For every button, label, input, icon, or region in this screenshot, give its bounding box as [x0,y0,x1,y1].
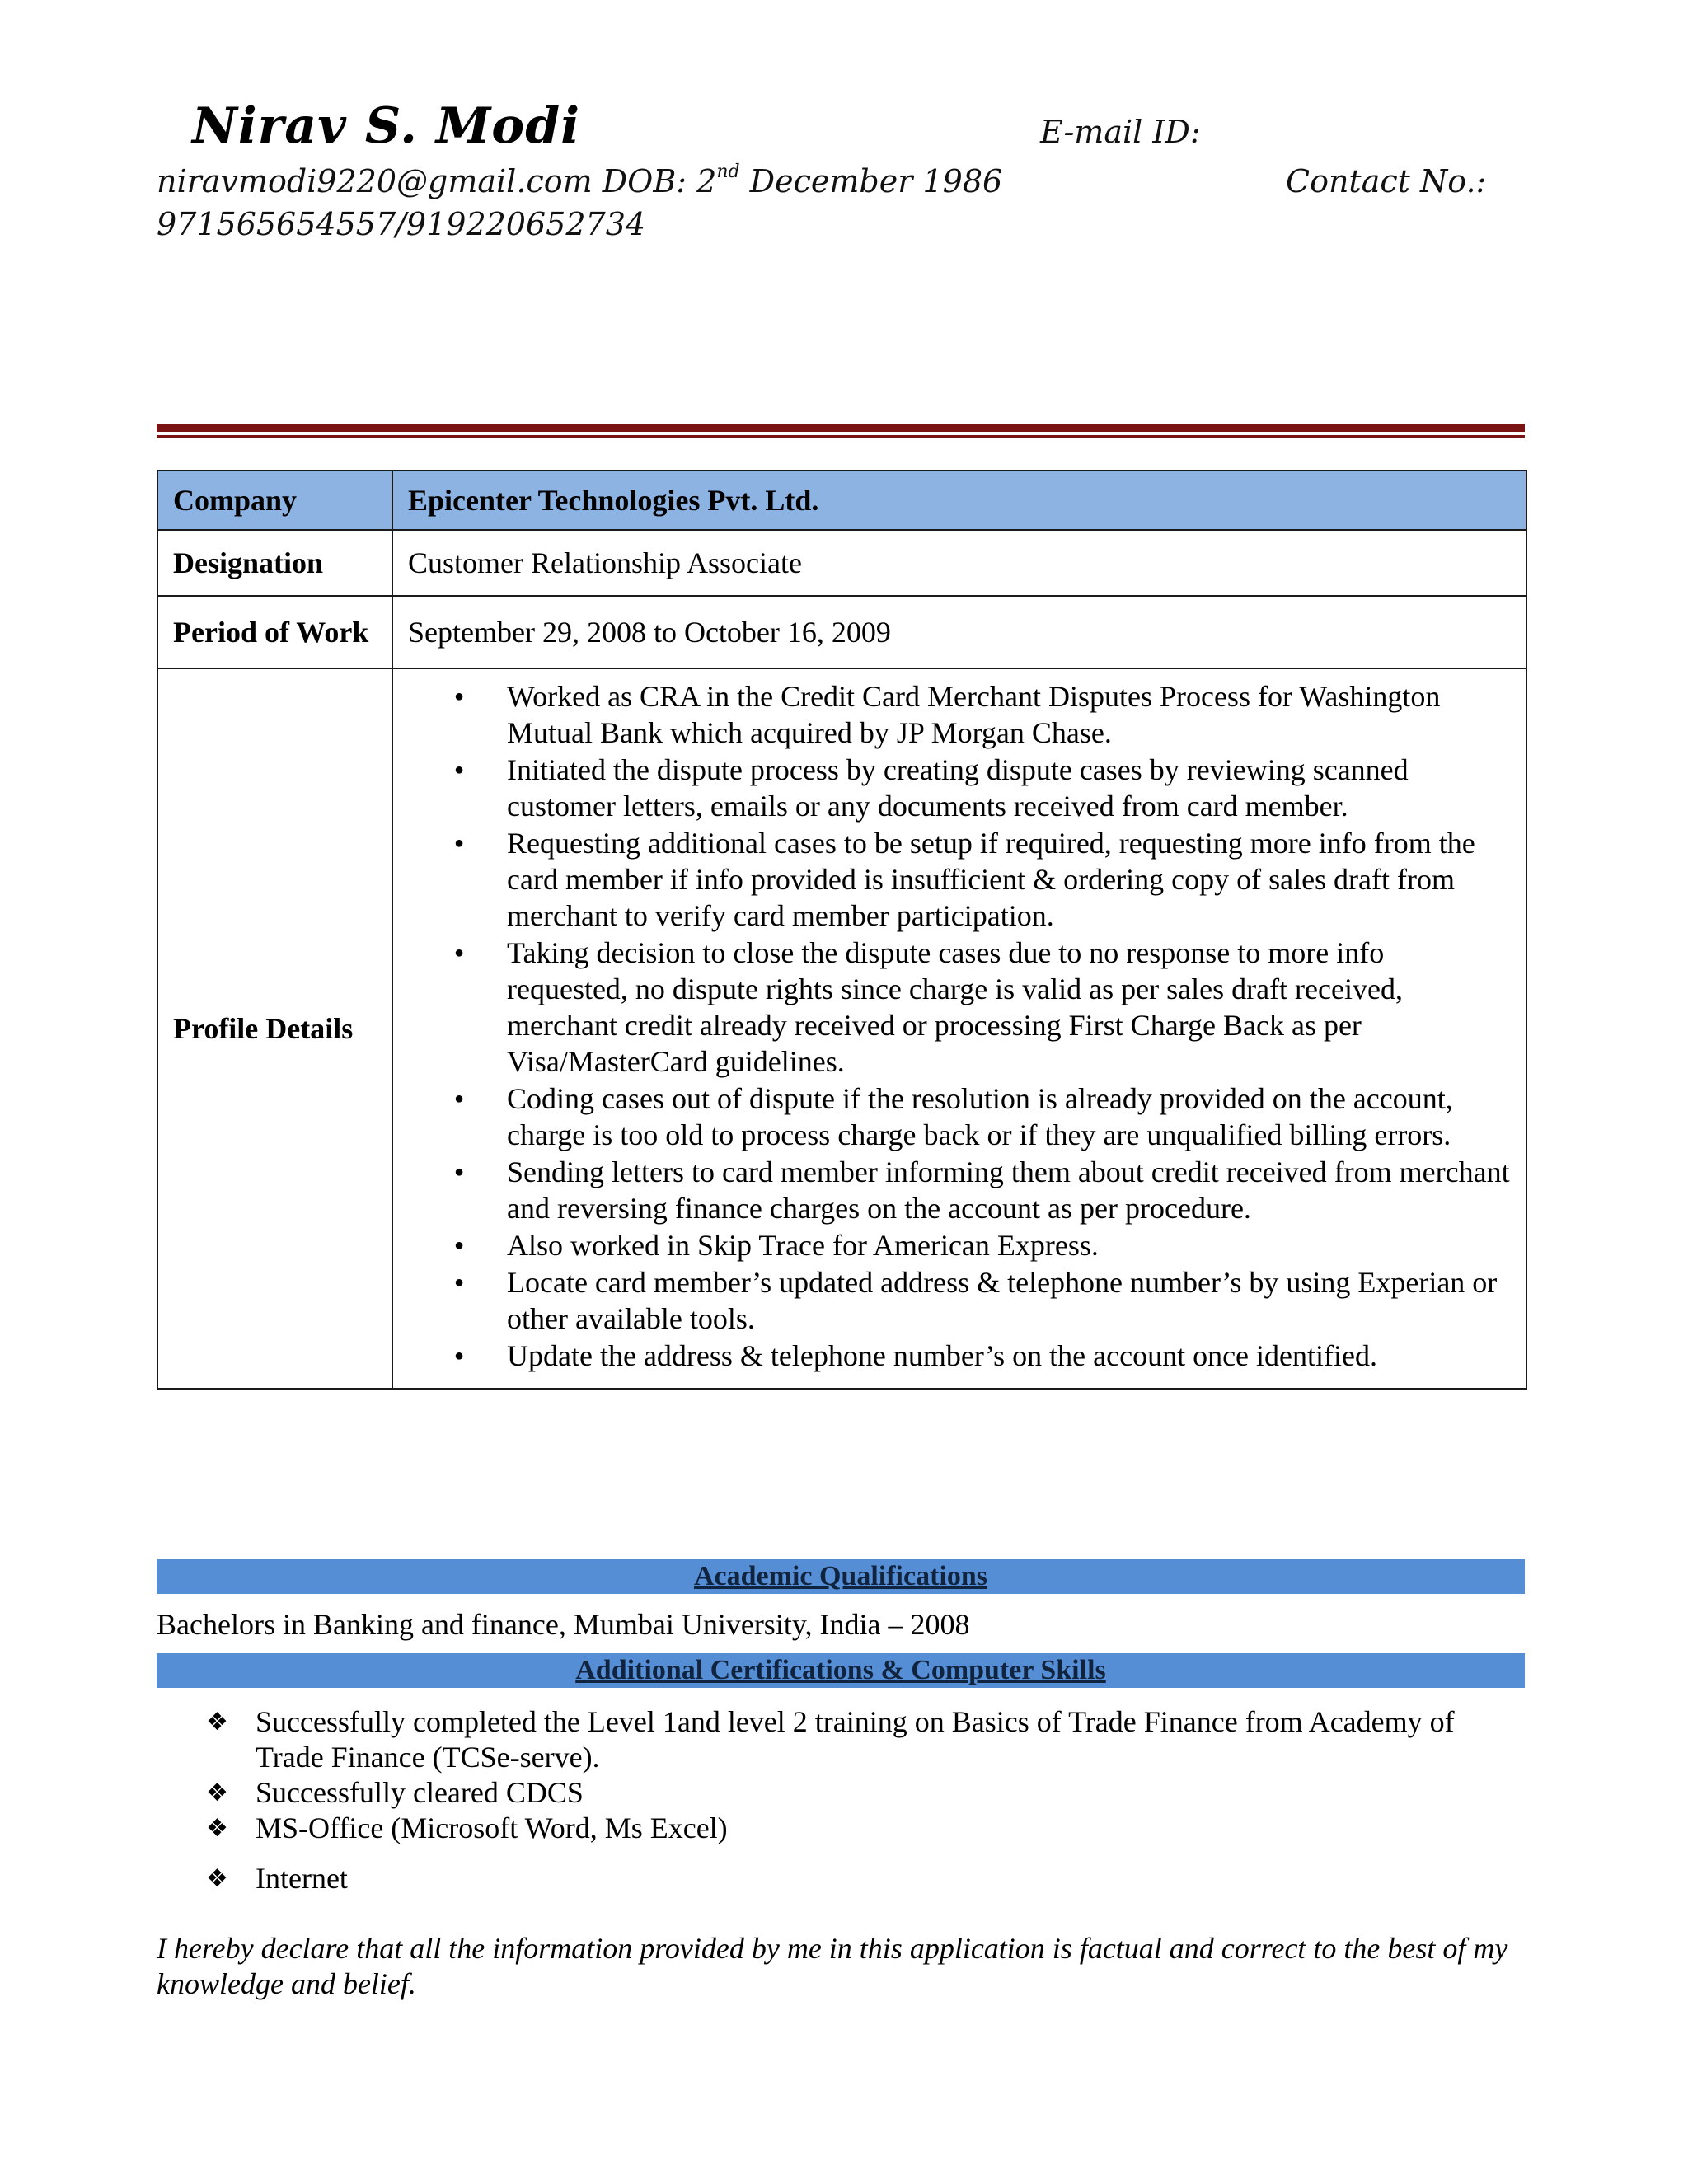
table-row-period [157,596,1526,668]
list-item: ● Also worked in Skip Trace for American Express. [507,1227,1511,1263]
profile-label: Profile Details [157,668,392,1389]
table-row-company [157,471,1526,530]
email-address[interactable]: niravmodi9220@gmail.com [157,163,593,199]
list-item: ● Coding cases out of dispute if the resolution is already provided on the account, charge is too old to process charge back or if they are unqualified billing errors. [507,1080,1511,1153]
designation-value: Customer Relationship Associate [392,530,1526,596]
list-item [206,1861,1525,1896]
period-value: September 29, 2008 to October 16, 2009 [392,596,1526,668]
phone-numbers: 971565654557/919220652734 [157,206,646,242]
list-item: ● Worked as CRA in the Credit Card Merchant Disputes Process for Washington Mutual Bank which acquired by JP Morgan Chase. [507,678,1511,751]
designation-label: Designation [157,530,392,596]
table-row-designation [157,530,1526,596]
list-item: ● Taking decision to close the dispute cases due to no response to more info requested, no dispute rights since charge is valid as per sales draft received, merchant credit already received or processing First Charge Back as per Visa/MasterCard guidelines. [507,935,1511,1080]
dob-value: December 1986 [739,163,1003,199]
experience-table [157,470,1527,1390]
list-item: ● Requesting additional cases to be setup if required, requesting more info from the card member if info provided is insufficient & ordering copy of sales draft from merchant to verify card member participation. [507,825,1511,934]
cert-text: MS-Office (Microsoft Word, Ms Excel) [256,1811,728,1844]
list-item: ● Sending letters to card member informing them about credit received from merchant and reversing finance charges on the account as per procedure. [507,1154,1511,1226]
list-item: ● Update the address & telephone number’s on the account once identified. [507,1338,1511,1374]
diamond-bullet-icon: ❖ [206,1779,228,1807]
email-dob-line [157,162,1002,199]
list-item: ● Initiated the dispute process by creating dispute cases by reviewing scanned customer letters, emails or any documents received from card member. [507,752,1511,824]
diamond-bullet-icon: ❖ [206,1864,228,1893]
certifications-list [206,1704,1525,1896]
diamond-bullet-icon: ❖ [206,1708,228,1736]
email-label: E-mail ID: [1040,114,1201,150]
header-divider-thick [157,424,1525,432]
list-item [206,1704,1525,1775]
company-label: Company [157,471,392,530]
period-label: Period of Work [157,596,392,668]
cert-text: Successfully cleared CDCS [256,1776,584,1809]
dob-label: DOB: 2 [602,163,717,199]
table-row-profile [157,668,1526,1389]
profile-details-cell [392,668,1526,1389]
company-value: Epicenter Technologies Pvt. Ltd. [392,471,1526,530]
list-item: ● Locate card member’s updated address & telephone number’s by using Experian or other available tools. [507,1264,1511,1337]
contact-label: Contact No.: [1286,163,1487,199]
certifications-section-title: Additional Certifications & Computer Skills [157,1653,1525,1688]
profile-list [408,678,1511,1374]
header-divider-thin [157,435,1525,438]
diamond-bullet-icon: ❖ [206,1814,228,1843]
cert-text: Successfully completed the Level 1and level 2 training on Basics of Trade Finance from Academy of Trade Finance (TCSe-serve). [256,1705,1455,1774]
academic-section-title: Academic Qualifications [157,1559,1525,1594]
candidate-name: Nirav S. Modi [192,97,581,155]
cert-text: Internet [256,1862,348,1895]
list-item [206,1811,1525,1846]
dob-ordinal: nd [716,162,740,182]
degree-text: Bachelors in Banking and finance, Mumbai University, India – 2008 [157,1608,970,1641]
list-item [206,1775,1525,1811]
declaration-text: I hereby declare that all the information provided by me in this application is factual and correct to the best of my knowledge and belief. [157,1932,1508,2000]
